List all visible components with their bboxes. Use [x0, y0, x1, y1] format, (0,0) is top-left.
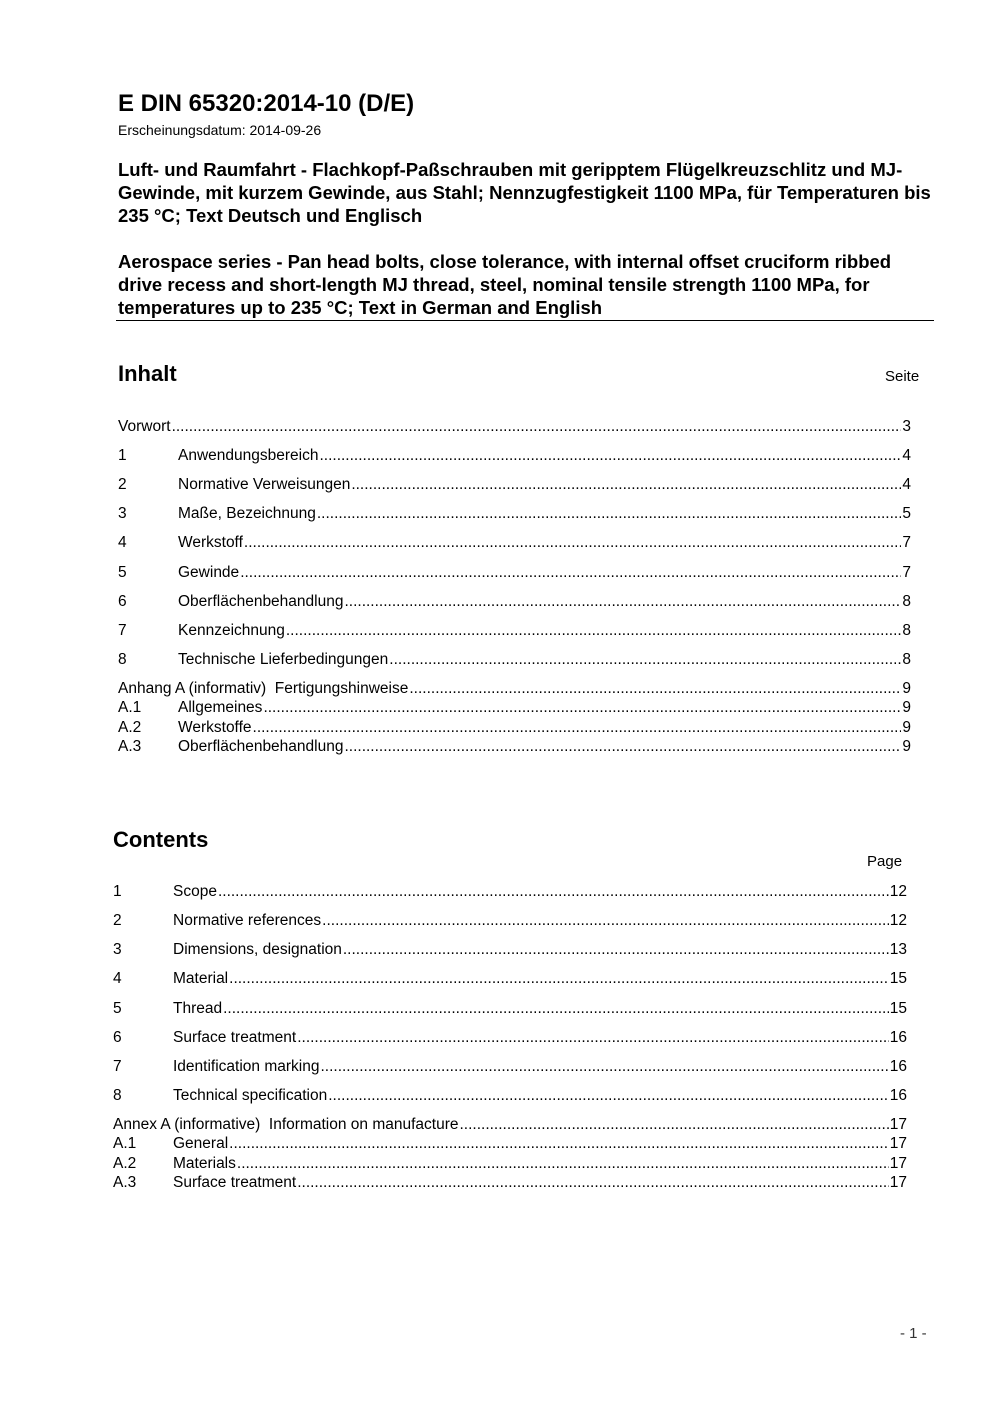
toc-entry-page: 9	[902, 738, 911, 755]
toc-leader-dots	[297, 1174, 889, 1192]
page-number: - 1 -	[900, 1325, 927, 1342]
toc-leader-dots	[237, 1155, 889, 1173]
toc-entry[interactable]	[113, 1172, 907, 1192]
toc-entry-title: Normative Verweisungen	[178, 476, 351, 493]
toc-leader-dots	[459, 1116, 888, 1134]
toc-leader-dots	[328, 1087, 889, 1105]
toc-leader-dots	[317, 505, 902, 523]
toc-entry[interactable]	[118, 620, 911, 640]
toc-entry-number: 5	[118, 564, 127, 581]
toc-entry-page: 9	[902, 680, 911, 697]
toc-leader-dots	[322, 912, 889, 930]
toc-entry-number: 8	[113, 1087, 122, 1104]
toc-leader-dots	[263, 699, 901, 717]
toc-entry-number: 3	[113, 941, 122, 958]
toc-entry-title: Identification marking	[173, 1058, 320, 1075]
toc-entry-number: A.1	[118, 699, 142, 716]
toc-entry-page: 5	[902, 505, 911, 522]
toc-entry[interactable]	[118, 562, 911, 582]
toc-entry-number: A.2	[113, 1155, 137, 1172]
toc-entry[interactable]	[118, 474, 911, 494]
toc-entry-number: 7	[118, 622, 127, 639]
toc-entry-number: A.1	[113, 1135, 137, 1152]
toc-entry-page: 7	[902, 534, 911, 551]
toc-leader-dots	[218, 883, 889, 901]
toc-entry-page: 16	[889, 1029, 907, 1046]
toc-entry-number: 1	[113, 883, 122, 900]
page-column-label-english: Page	[867, 853, 903, 870]
title-divider	[116, 320, 934, 321]
toc-entry-title: Technical specification	[173, 1087, 328, 1104]
toc-entry-title: Oberflächenbehandlung	[178, 738, 344, 755]
toc-leader-dots	[320, 1058, 888, 1076]
page-column-label-german: Seite	[885, 368, 920, 385]
toc-entry-title: Normative references	[173, 912, 322, 929]
toc-entry-title: Anwendungsbereich	[178, 447, 319, 464]
toc-entry-title: Werkstoffe	[178, 719, 252, 736]
toc-entry-title: General	[173, 1135, 229, 1152]
toc-entry[interactable]	[113, 1133, 907, 1153]
title-english: Aerospace series - Pan head bolts, close tolerance, with internal offset cruciform ribbed drive recess and short-length MJ thread, steel, nominal tensile strength 1100 MPa, for temperatures up to 235 °C; Text in German and English	[118, 251, 892, 318]
toc-entry[interactable]	[118, 416, 911, 436]
toc-entry-page: 15	[889, 970, 907, 987]
toc-entry-title: Surface treatment	[173, 1174, 297, 1191]
toc-entry[interactable]	[118, 532, 911, 552]
toc-entry[interactable]	[118, 591, 911, 611]
toc-entry-page: 17	[889, 1155, 907, 1172]
toc-entry-title: Technische Lieferbedingungen	[178, 651, 389, 668]
toc-entry-number: 1	[118, 447, 127, 464]
toc-leader-dots	[229, 1135, 889, 1153]
toc-entry-number: 3	[118, 505, 127, 522]
toc-entry[interactable]	[113, 910, 907, 930]
toc-entry[interactable]	[118, 445, 911, 465]
toc-entry-number: A.2	[118, 719, 142, 736]
toc-entry-page: 4	[902, 476, 911, 493]
toc-leader-dots	[240, 564, 901, 582]
toc-entry-number: A.3	[118, 738, 142, 755]
toc-entry[interactable]	[118, 717, 911, 737]
toc-entry-page: 8	[902, 622, 911, 639]
toc-entry-number: 6	[118, 593, 127, 610]
toc-entry-title: Vorwort	[118, 418, 171, 435]
toc-entry[interactable]	[113, 1056, 907, 1076]
document-number: E DIN 65320:2014-10 (D/E)	[118, 90, 415, 117]
toc-leader-dots	[343, 941, 889, 959]
toc-entry[interactable]	[118, 697, 911, 717]
toc-entry-page: 16	[889, 1087, 907, 1104]
toc-leader-dots	[344, 593, 901, 611]
toc-entry-title: Scope	[173, 883, 217, 900]
toc-entry-title: Werkstoff	[178, 534, 243, 551]
toc-entry-title: Surface treatment	[173, 1029, 297, 1046]
toc-leader-dots	[253, 719, 902, 737]
toc-entry-page: 17	[889, 1174, 907, 1191]
toc-entry-page: 15	[889, 1000, 907, 1017]
toc-entry[interactable]	[113, 998, 907, 1018]
toc-entry-title: Oberflächenbehandlung	[178, 593, 344, 610]
toc-entry-page: 16	[889, 1058, 907, 1075]
toc-entry-page: 7	[902, 564, 911, 581]
toc-entry-title: Material	[173, 970, 229, 987]
toc-entry-page: 3	[902, 418, 911, 435]
toc-entry-title: Allgemeines	[178, 699, 263, 716]
toc-leader-dots	[223, 1000, 889, 1018]
toc-entry-page: 9	[902, 719, 911, 736]
toc-entry-number: 5	[113, 1000, 122, 1017]
toc-entry-page: 9	[902, 699, 911, 716]
toc-entry-annex[interactable]	[118, 678, 911, 698]
title-german: Luft- und Raumfahrt - Flachkopf-Paßschrauben mit geripptem Flügelkreuzschlitz und MJ-Gewinde, mit kurzem Gewinde, aus Stahl; Nennzugfestigkeit 1100 MPa, für Temperaturen bis 235 °C; Text Deutsch und Englisch	[118, 159, 931, 226]
toc-leader-dots	[297, 1029, 889, 1047]
toc-leader-dots	[344, 738, 901, 756]
toc-entry-number: A.3	[113, 1174, 137, 1191]
toc-entry-page: 17	[889, 1116, 907, 1133]
toc-entry-number: 4	[118, 534, 127, 551]
toc-entry-page: 8	[902, 651, 911, 668]
toc-entry-page: 8	[902, 593, 911, 610]
toc-entry-title: Kennzeichnung	[178, 622, 285, 639]
toc-entry-page: 12	[889, 912, 907, 929]
toc-entry-number: 4	[113, 970, 122, 987]
toc-heading-german: Inhalt	[118, 361, 177, 386]
toc-entry-title: Anhang A (informativ) Fertigungshinweise	[118, 680, 409, 697]
toc-leader-dots	[389, 651, 901, 669]
toc-leader-dots	[351, 476, 901, 494]
toc-entry-number: 2	[113, 912, 122, 929]
toc-entry-title: Maße, Bezeichnung	[178, 505, 316, 522]
toc-entry-title: Gewinde	[178, 564, 240, 581]
toc-entry-page: 17	[889, 1135, 907, 1152]
toc-entry-number: 7	[113, 1058, 122, 1075]
toc-entry[interactable]	[118, 649, 911, 669]
toc-entry-page: 4	[902, 447, 911, 464]
toc-leader-dots	[172, 418, 902, 436]
publication-date: Erscheinungsdatum: 2014-09-26	[118, 122, 322, 138]
toc-entry-number: 2	[118, 476, 127, 493]
toc-entry[interactable]	[118, 736, 911, 756]
toc-entry-title: Materials	[173, 1155, 236, 1172]
toc-entry-page: 13	[889, 941, 907, 958]
toc-leader-dots	[286, 622, 902, 640]
toc-leader-dots	[229, 970, 889, 988]
toc-entry-title: Annex A (informative) Information on manufacture	[113, 1116, 459, 1133]
toc-entry-number: 6	[113, 1029, 122, 1046]
toc-entry[interactable]	[113, 1153, 907, 1173]
toc-entry[interactable]	[113, 881, 907, 901]
toc-entry[interactable]	[113, 968, 907, 988]
toc-entry[interactable]	[118, 503, 911, 523]
toc-leader-dots	[244, 534, 901, 552]
toc-entry-annex[interactable]	[113, 1114, 907, 1134]
toc-entry-title: Dimensions, designation	[173, 941, 342, 958]
toc-entry[interactable]	[113, 1027, 907, 1047]
toc-entry[interactable]	[113, 939, 907, 959]
toc-heading-english: Contents	[113, 827, 209, 852]
toc-leader-dots	[319, 447, 901, 465]
toc-entry[interactable]	[113, 1085, 907, 1105]
toc-entry-title: Thread	[173, 1000, 223, 1017]
toc-leader-dots	[409, 680, 901, 698]
toc-entry-number: 8	[118, 651, 127, 668]
toc-entry-page: 12	[889, 883, 907, 900]
